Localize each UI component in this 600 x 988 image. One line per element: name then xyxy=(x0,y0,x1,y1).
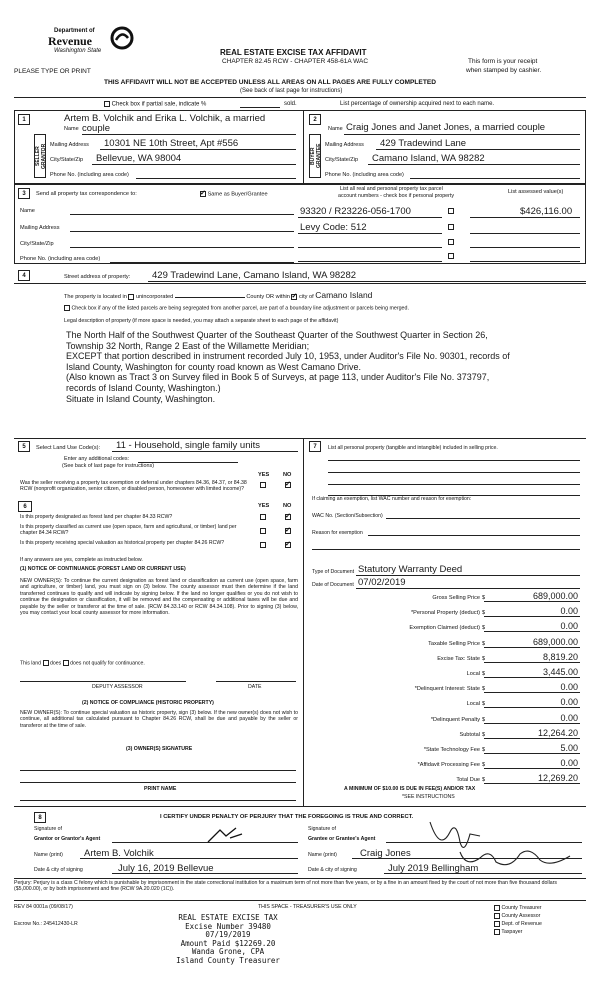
dor-logo: Department of Revenue Washington State xyxy=(48,24,138,68)
fee-value[interactable]: 12,264.20 xyxy=(484,728,580,739)
copy-distribution: County Treasurer County Assessor Dept. of Revenue Taxpayer xyxy=(494,904,542,936)
fee-label: *Affidavit Processing Fee xyxy=(417,762,480,768)
please-type: PLEASE TYPE OR PRINT xyxy=(14,68,91,75)
s6-q1-yes[interactable] xyxy=(260,514,266,520)
qualify-row: This land does does not qualify for continuance. xyxy=(20,660,145,667)
same-as-buyer-checkbox[interactable] xyxy=(200,191,206,197)
fee-label: Gross Selling Price xyxy=(432,595,480,601)
fee-value[interactable]: 0.00 xyxy=(484,713,580,724)
fee-value[interactable]: 0.00 xyxy=(484,758,580,769)
buyer-name[interactable]: Craig Jones and Janet Jones, a married couple xyxy=(346,122,546,133)
parcel-personal-checkbox-3[interactable] xyxy=(448,239,454,245)
dollar-sign: $ xyxy=(482,732,486,738)
city-value[interactable]: Camano Island xyxy=(315,290,373,300)
dollar-sign: $ xyxy=(482,671,486,677)
s6-q2-yes[interactable] xyxy=(260,528,266,534)
copy-dept-revenue-checkbox[interactable] xyxy=(494,921,500,927)
fee-value[interactable]: 0.00 xyxy=(484,621,580,632)
notice-continuance: NEW OWNER(S): To continue the current designation as forest land or classification as current use (open space, farm and agriculture, or timber) land, you must sign on (3) below. The county assessor must then determine if the land transferred continues to qualify and will indicate by signing below. If the land no longer qualifies or you do not wish to continue the designation or classification, it will be removed and the compensating or additional taxes will be due and payable by the seller or transferor at the time of sale. (RCW 84.33.140 or RCW 84.34.108). Prior to signing (3) below, you may contact your local county assessor for more information. xyxy=(20,578,298,617)
s6-q3-no[interactable] xyxy=(285,542,291,548)
partial-sale[interactable]: Check box if partial sale, indicate % xyxy=(104,101,206,108)
document-type[interactable]: Statutory Warranty Deed xyxy=(358,564,463,575)
warning: THIS AFFIDAVIT WILL NOT BE ACCEPTED UNLESS ALL AREAS ON ALL PAGES ARE FULLY COMPLETED xyxy=(104,79,437,86)
perjury-note: Perjury: Perjury is a class C felony which is punishable by imprisonment in the state correctional institution for a maximum term of not more than five years, or by a fine in an amount fixed by the court of not more than five thousand dollars ($5,000.00), or by both imprisonment and fine (RCW 9A.20.020 (1C)). xyxy=(14,880,557,893)
s5-q1-yes[interactable] xyxy=(260,482,266,488)
certify-statement: I CERTIFY UNDER PENALTY OF PERJURY THAT THE FOREGOING IS TRUE AND CORRECT. xyxy=(160,814,414,820)
fee-value[interactable]: 12,269.20 xyxy=(484,773,580,784)
affidavit-page: Department of Revenue Washington State PLEASE TYPE OR PRINT REAL ESTATE EXCISE TAX AFFIDAVIT CHAPTER 82.45 RCW - CHAPTER 458-61A WAC This form is your receipt when stamped by cashier. THIS AFFIDAVIT WILL NOT BE ACCEPTED UNLESS ALL AREAS ON ALL PAGES ARE FULLY COMPLETED (See back of last page for instructions) Check box if partial sale, indicate % sold. List percentage of ownership acquired next to each name. 1 2 SELLER GRANTOR BUYER GRANTEE Artem B. Volchik and Erika L. Volchik, a married Name couple Mailing Address 10301 NE 10th Street, Apt #556 City/State/Zip Bellevue, WA 98004 Phone No. (including area code) Name Craig Jones and Janet Jones, a married couple Mailing Address 429 Tradewind Lane City/State/Zip Camano Island, WA 98282 Phone No. (including area code) 3 Send all property tax correspondence to: ✓ Same as Buyer/Grantee Name Mailing Address City/State/Zip Phone No. (including area code) List all real and personal property tax parcel account numbers - check box if personal property List assessed value(s) 93320 / R23226-056-1700 $426,116.00 Levy Code: 512 4 Street address of property: 429 Tradewind Lane, Camano Island, WA 98282 The property is located in unincorporated County OR within ✓ city of Camano Island Check box if any of the listed parcels are being segregated from another parcel, are part of a boundary line adjustment or parcels being merged. Legal description of property (if more space is needed, you may attach a separate sheet to each page of the affidavit) The North Half of the Southwest Quarter of the Southeast Quarter of the Southwest Quarter in Section 26, Township 32 North, Range 2 East of the Willamette Meridian; EXCEPT that portion described in instrument recorded July 10, 1953, under Auditor's File No. 90301, records of Island County, Washington for county road known as West Camano Drive. (Also known as Tract 3 on Survey filed in Book 5 of Surveys, at page 113, under Auditor's File No. 373797, records of Island County, Washington.) Situate in Island County, Washington. 5 Select Land Use Code(s): 11 - Household, single family units Enter any additional codes: (See back of last page for instructions) YES NO Was the seller receiving a property tax exemption or deferral under chapters 84.36, 84.37, or 84.38 RCW (nonprofit organization, senior citizen, or disabled person, homeowner with limited income)? ✓ 6 YES NO Is this property designated as forest land per chapter 84.33 RCW? ✓ Is this property classified as current use (open space, farm and agricultural, or timber) land per chapter 84.34 RCW? ✓ Is this property receiving special valuation as historical property per chapter 84.26 RCW? ✓ If any answers are yes, complete as instructed below. (1) NOTICE OF CONTINUANCE (FOREST LAND OR CURRENT USE) NEW OWNER(S): To continue the current designation as forest land or classification as current use (open space, farm and agriculture, or timber) land, you must sign on (3) below. The county assessor must then determine if the land transferred continues to qualify and will indicate by signing below. If the land no longer qualifies or you do not wish to continue the designation or classification, it will be removed and the compensating or additional taxes will be due and payable by the seller or transferor at the time of sale. (RCW 84.33.140 or RCW 84.34.108). Prior to signing (3) below, you may contact your local county assessor for more information. This land does does not qualify for continuance. DEPUTY ASSESSOR DATE (2) NOTICE OF COMPLIANCE (HISTORIC PROPERTY) NEW OWNER(S): To continue special valuation as historic property, sign (3) below. If the new owner(s) does not wish to continue, all additional tax calculated pursuant to Chapter 84.26 RCW, shall be due and payable by the seller or transferor at the time of sale. (3) OWNER(S) SIGNATURE PRINT NAME 7 List all personal property (tangible and intangible) included in selling price. If claiming an exemption, list WAC number and reason for exemption: WAC No. (Section/Subsection) Reason for exemption Type of Document Statutory Warranty Deed Date of Document 07/02/2019 Gross Selling Price $ 689,000.00 *Personal Property (deduct) $ 0.00 Exemption Claimed (deduct) $ 0.00 Taxable Selling Price $ 689,000.00 Excise Tax: State $ 8,819.20 Local $ 3,445.00 *Delinquent Interest: State $ 0.00 Local $ 0.00 *Delinquent Penalty $ 0.00 Subtotal $ 12,264.20 *State Technology Fee $ 5.00 *Affidavit Processing Fee $ 0.00 Total Due $ 12,269.20 A MINIMUM OF $10.00 IS DUE IN FEE(S) AND/OR TAX *SEE INSTRUCTIONS 8 I CERTIFY UNDER PENALTY OF PERJURY THAT THE FOREGOING IS TRUE AND CORRECT. Signature of Grantor or Grantor's Agent Name (print) Artem B. Volchik Date & city of signing July 16, 2019 Bellevue Signature of Grantee or Grantee's Agent Name (print) Craig Jones Date & city of signing July 2019 Bellingham Perjury: Perjury is a class C felony which is punishable by imprisonment in the state correctional institution for a maximum term of not more than five years, or by a fine in an amount fixed by the court of not more than five thousand dollars ($5,000.00), or by both imprisonment and fine (RCW 9A.20.020 (1C)). REV 84 0001a (09/08/17) THIS SPACE - TREASURER'S USE ONLY Escrow No.: 245412430-LR REAL ESTATE EXCISE TAX Excise Number 39480 07/19/2019 Amount Paid $12269.20 Wanda Grone, CPA Island County Treasurer County Treasurer County Assessor Dept. of Revenue Taxpayer xyxy=(0,0,600,988)
dollar-sign: $ xyxy=(482,656,486,662)
land-does-checkbox[interactable] xyxy=(43,660,49,666)
dollar-sign: $ xyxy=(482,686,486,692)
copy-county-assessor-checkbox[interactable] xyxy=(494,913,500,919)
dollar-sign: $ xyxy=(482,777,486,783)
form-title: REAL ESTATE EXCISE TAX AFFIDAVIT xyxy=(220,48,367,57)
levy-code[interactable]: Levy Code: 512 xyxy=(300,222,367,233)
dor-swirl-icon xyxy=(110,26,134,50)
same-as-buyer[interactable]: ✓ Same as Buyer/Grantee xyxy=(200,191,268,197)
fee-label: *State Technology Fee xyxy=(423,747,480,753)
partial-sale-checkbox[interactable] xyxy=(104,101,110,107)
dollar-sign: $ xyxy=(482,610,486,616)
dollar-sign: $ xyxy=(482,625,486,631)
document-date[interactable]: 07/02/2019 xyxy=(358,577,406,588)
seller-name-line2[interactable]: couple xyxy=(82,123,110,134)
fee-value[interactable]: 0.00 xyxy=(484,606,580,617)
copy-taxpayer-checkbox[interactable] xyxy=(494,929,500,935)
form-subtitle: CHAPTER 82.45 RCW - CHAPTER 458-61A WAC xyxy=(222,58,369,65)
grantor-name[interactable]: Artem B. Volchik xyxy=(84,848,154,859)
fee-label: Total Due xyxy=(456,777,480,783)
city-of-checkbox[interactable] xyxy=(291,294,297,300)
buyer-city[interactable]: Camano Island, WA 98282 xyxy=(372,153,485,164)
fee-label: Excise Tax: State xyxy=(437,656,480,662)
fee-label: *Personal Property (deduct) xyxy=(410,610,480,616)
s6-q3-yes[interactable] xyxy=(260,542,266,548)
s6-q2-no[interactable] xyxy=(285,528,291,534)
seller-city[interactable]: Bellevue, WA 98004 xyxy=(96,153,182,164)
grantee-date[interactable]: July 2019 Bellingham xyxy=(388,863,479,874)
fee-value[interactable]: 689,000.00 xyxy=(484,591,580,602)
fee-label: Taxable Selling Price xyxy=(428,641,480,647)
fee-label: *Delinquent Penalty xyxy=(430,717,480,723)
dollar-sign: $ xyxy=(482,762,486,768)
property-location: The property is located in unincorporated County OR within ✓ city of Camano Island xyxy=(64,290,372,300)
s6-q1-no[interactable] xyxy=(285,514,291,520)
treasurer-stamp: REAL ESTATE EXCISE TAX Excise Number 39480 07/19/2019 Amount Paid $12269.20 Wanda Grone, CPA Island County Treasurer xyxy=(176,913,280,965)
fee-value[interactable]: 0.00 xyxy=(484,682,580,693)
legal-description[interactable]: The North Half of the Southwest Quarter of the Southeast Quarter of the Southwest Quarter in Section 26, Township 32 North, Range 2 East of the Willamette Meridian; EXCEPT that portion described in instrument recorded July 10, 1953, under Auditor's File No. 90301, records of Island County, Washington for county road known as West Camano Drive. (Also known as Tract 3 on Survey filed in Book 5 of Surveys, at page 113, under Auditor's File No. 373797, records of Island County, Washington.) Situate in Island County, Washington. xyxy=(66,330,510,404)
dollar-sign: $ xyxy=(482,701,486,707)
land-use-code[interactable]: 11 - Household, single family units xyxy=(116,440,260,451)
fee-label: *Delinquent Interest: State xyxy=(414,686,480,692)
land-does-not-checkbox[interactable] xyxy=(63,660,69,666)
fee-value[interactable]: 689,000.00 xyxy=(484,637,580,648)
segregated-checkbox[interactable] xyxy=(64,305,70,311)
escrow-number: Escrow No.: 245412430-LR xyxy=(14,921,78,927)
s5-q1-no[interactable] xyxy=(285,482,291,488)
assessed-value[interactable]: $426,116.00 xyxy=(520,206,573,217)
fee-value[interactable]: 0.00 xyxy=(484,697,580,708)
fee-value[interactable]: 5.00 xyxy=(484,743,580,754)
segregated-row: Check box if any of the listed parcels are being segregated from another parcel, are part of a boundary line adjustment or parcels being merged. xyxy=(64,305,409,311)
dollar-sign: $ xyxy=(482,641,486,647)
dollar-sign: $ xyxy=(482,717,486,723)
buyer-address[interactable]: 429 Tradewind Lane xyxy=(380,138,467,149)
seller-side-label: SELLER GRANTOR xyxy=(35,143,47,169)
fee-label: Subtotal xyxy=(459,732,480,738)
seller-address[interactable]: 10301 NE 10th Street, Apt #556 xyxy=(104,138,239,149)
parcel-number[interactable]: 93320 / R23226-056-1700 xyxy=(300,206,411,217)
notice-compliance: NEW OWNER(S): To continue special valuation as historic property, sign (3) below. If the new owner(s) does not wish to continue, all additional tax calculated pursuant to Chapter 84.26 RCW, shall be due and payable by the seller or transferor at the time of sale. xyxy=(20,710,298,729)
fee-label: Local xyxy=(466,671,480,677)
fee-label: Local xyxy=(466,701,480,707)
parcel-personal-checkbox-2[interactable] xyxy=(448,224,454,230)
fee-value[interactable]: 8,819.20 xyxy=(484,652,580,663)
grantor-date[interactable]: July 16, 2019 Bellevue xyxy=(118,863,214,874)
property-street[interactable]: 429 Tradewind Lane, Camano Island, WA 98282 xyxy=(152,270,357,281)
grantor-signature[interactable] xyxy=(206,826,246,844)
dollar-sign: $ xyxy=(482,747,486,753)
copy-county-treasurer-checkbox[interactable] xyxy=(494,905,500,911)
fee-label: Exemption Claimed (deduct) xyxy=(409,625,480,631)
buyer-side-label: BUYER GRANTEE xyxy=(310,143,322,169)
parcel-personal-checkbox-4[interactable] xyxy=(448,253,454,259)
fee-value[interactable]: 3,445.00 xyxy=(484,667,580,678)
grantee-name[interactable]: Craig Jones xyxy=(360,848,411,859)
dollar-sign: $ xyxy=(482,595,486,601)
seller-name-line1[interactable]: Artem B. Volchik and Erika L. Volchik, a married xyxy=(64,113,266,124)
unincorporated-checkbox[interactable] xyxy=(128,294,134,300)
parcel-personal-checkbox-1[interactable] xyxy=(448,208,454,214)
